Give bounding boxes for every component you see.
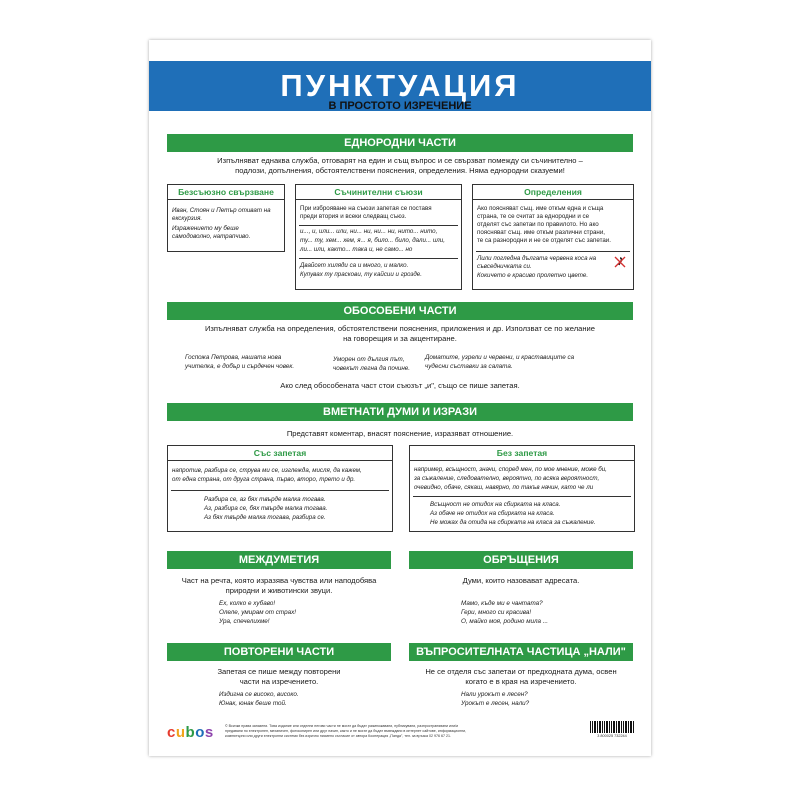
conjunctions-rule-1: При изброяване на съюзи запетая се поставя	[300, 205, 432, 212]
section-heading-inserted: ВМЕТНАТИ ДУМИ И ИЗРАЗИ	[167, 403, 633, 421]
divider	[171, 490, 389, 491]
separated-intro-2: на говорещия и за акцентиране.	[343, 334, 457, 343]
addresses-example-3: О, майко моя, родино мила ...	[461, 618, 549, 625]
cubos-logo	[167, 724, 214, 741]
box-with-comma-title: Със запетая	[168, 446, 392, 461]
attributes-rule-4: поясняват същ. име откъм различни страни,	[477, 229, 605, 236]
separated-example-3b: чудесни съставки за салата.	[425, 363, 513, 370]
without-comma-example-3: Не можах да отида на сбирката на класа за съжаление.	[430, 519, 596, 526]
without-comma-list-1: например, всъщност, значи, според мен, по мое мнение, може би,	[414, 466, 607, 473]
poster	[149, 40, 651, 756]
interjections-example-3: Ура, спечелихме!	[219, 618, 270, 625]
copyright-line-3: компютърни или други електронни системи без изрично писмено съгласие от автора Кооперация „Панда", тел. за връзка 02 976 67 21.	[225, 734, 451, 738]
attributes-rule-1: Ако поясняват същ. име откъм една и съща	[477, 205, 604, 212]
cubos-logo-letter: b	[185, 724, 196, 741]
with-comma-list-2: от една страна, от друга страна, първо, второ, трето и др.	[172, 476, 356, 483]
repeated-example-2: Юнак, юнак беше той.	[219, 700, 287, 707]
separated-example-3a: Доматите, узрели и червени, и краставиците са	[425, 354, 575, 361]
attributes-rule-5: те са разнородни и не се отделят със запетаи.	[477, 237, 611, 244]
addresses-example-2: Гери, много си красива!	[461, 609, 532, 616]
copyright-line-1: © Всички права запазени. Това издание или отделни негови части не могат да бъдат размножавани, публикувани, разпространявани или/и	[225, 724, 459, 728]
asyndetic-example-2: екскурзия.	[172, 215, 203, 222]
cubos-logo-letter: c	[167, 724, 176, 741]
particle-example-2: Урокът е лесен, нали?	[461, 700, 530, 707]
box-without-comma-title: Без запетая	[410, 446, 634, 461]
attributes-rule-2: страна, те се считат за еднородни и се	[477, 213, 590, 220]
copyright-line-2: предавани по електронен, механичен, фотокопирен или друг начин, както и не могат да бъдат въвеждани в интернет сайтове, информационни,	[225, 729, 467, 733]
particle-example-1: Нали урокът е лесен?	[461, 691, 528, 698]
separated-example-2a: Уморен от дългия път,	[333, 356, 405, 363]
with-comma-example-3: Аз бях твърде малка тогава, разбира се.	[204, 514, 326, 521]
box-with-comma	[167, 445, 393, 532]
repeated-intro-1: Запетая се пише между повторени	[217, 667, 341, 676]
attributes-rule-3: отделят със запетаи по правилото. Но ако	[477, 221, 599, 228]
repeated-intro-2: части на изречението.	[239, 677, 319, 686]
divider	[299, 225, 458, 226]
conjunctions-example-1: Двайсет хиляди са и много, и малко.	[300, 262, 409, 269]
divider	[476, 251, 630, 252]
conjunctions-list-3: ли... или, както... така и, не само... но	[300, 246, 413, 253]
box-attributes-title: Определения	[473, 185, 633, 200]
homogeneous-intro-1: Изпълняват еднаква служба, отговарят на един и същ въпрос и се свързват помежду си съчинително –	[217, 156, 583, 165]
page-subtitle: В ПРОСТОТО ИЗРЕЧЕНИЕ	[328, 100, 472, 112]
page-title: ПУНКТУАЦИЯ	[280, 68, 520, 103]
crossed-comma-icon	[613, 255, 627, 269]
attributes-example-3: Кокичето е красиво пролетно цвете.	[477, 272, 589, 279]
without-comma-list-2: за съжаление, следователно, вероятно, по всяка вероятност,	[414, 475, 600, 482]
section-heading-repeated: ПОВТОРЕНИ ЧАСТИ	[167, 643, 391, 661]
conjunctions-example-2: Купувах ту праскови, ту кайсии и грозде.	[300, 271, 422, 278]
attributes-example-1: Лили погледна дългата червена коса на	[477, 255, 597, 262]
repeated-example-1: Издигна се високо, високо.	[219, 691, 299, 698]
cubos-logo-letter: o	[195, 724, 205, 741]
barcode-number: 3 800025 732244	[597, 734, 627, 738]
interjections-example-1: Ех, колко е хубаво!	[219, 600, 276, 607]
section-heading-interjections: МЕЖДУМЕТИЯ	[167, 551, 391, 569]
box-conjunctions	[295, 184, 462, 290]
box-asyndetic-title: Безсъюзно свързване	[168, 185, 284, 200]
addresses-intro: Думи, които назовават адресата.	[462, 576, 580, 585]
inserted-intro: Представят коментар, внасят пояснение, изразяват отношение.	[286, 429, 514, 438]
attributes-example-2: съвседничката си.	[477, 263, 532, 270]
with-comma-list-1: напротив, разбира се, струва ми се, изглежда, мисля, да кажем,	[172, 467, 362, 474]
box-attributes	[472, 184, 634, 290]
addresses-example-1: Мамо, къде ми е чантата?	[461, 600, 543, 607]
box-conjunctions-title: Съчинителни съюзи	[296, 185, 461, 200]
particle-intro-1: Не се отделя със запетаи от предходната дума, освен	[425, 667, 617, 676]
asyndetic-example-4: самодоволно, натрапчиво.	[172, 233, 251, 240]
section-heading-separated: ОБОСОБЕНИ ЧАСТИ	[167, 302, 633, 320]
interjections-example-2: Олеле, умирам от страх!	[219, 609, 296, 616]
section-heading-particle: ВЪПРОСИТЕЛНАТА ЧАСТИЦА „НАЛИ"	[409, 643, 633, 661]
conjunctions-list-2: ту... ту, хем... хем, я... я, било... било, дали... или,	[300, 237, 445, 244]
interjections-intro-2: природни и животински звуци.	[225, 586, 333, 595]
conjunctions-list-1: и..., и, или... или, ни... ни, ни... ни, нито... нито,	[300, 228, 438, 235]
separated-example-2b: човекът легна да почине.	[333, 365, 411, 372]
conjunctions-rule-2: преди втория и всеки следващ съюз.	[300, 213, 407, 220]
interjections-intro-1: Част на речта, която изразява чувства или наподобява	[181, 576, 377, 585]
separated-note: Ако след обособената част стои съюзът „и", също се пише запетая.	[280, 381, 520, 390]
with-comma-example-1: Разбира се, аз бях твърде малка тогава.	[204, 496, 326, 503]
separated-example-1b: учителка, е добър и сърдечен човек.	[185, 363, 295, 370]
box-without-comma	[409, 445, 635, 532]
cubos-logo-letter: u	[175, 724, 186, 741]
without-comma-example-2: Аз обаче не отидох на сбирката на класа.	[430, 510, 555, 517]
homogeneous-intro-2: подлози, допълнения, обстоятелствени пояснения, определения. Няма еднородни сказуеми!	[235, 166, 565, 175]
asyndetic-example-1: Иван, Стоян и Петър отиват на	[172, 207, 271, 214]
particle-intro-2: когато е в края на изречението.	[465, 677, 577, 686]
divider	[299, 258, 458, 259]
section-heading-homogeneous: ЕДНОРОДНИ ЧАСТИ	[167, 134, 633, 152]
cubos-logo-letter: s	[204, 724, 214, 741]
divider	[413, 496, 631, 497]
asyndetic-example-3: Изражението му беше	[172, 225, 239, 232]
without-comma-list-3: очевидно, обаче, сякаш, навярно, по такъв начин, като че ли	[414, 484, 594, 491]
separated-example-1a: Госпожа Петрова, нашата нова	[185, 354, 282, 361]
without-comma-example-1: Всъщност не отидох на сбирката на класа.	[430, 501, 561, 508]
cubos-logo-text	[167, 724, 214, 741]
separated-intro-1: Изпълняват служба на определения, обстоятелствени пояснения, приложения и др. Използват се по желание	[204, 324, 596, 333]
section-heading-addresses: ОБРЪЩЕНИЯ	[409, 551, 633, 569]
box-asyndetic	[167, 184, 285, 252]
with-comma-example-2: Аз, разбира се, бях твърде малка тогава.	[204, 505, 328, 512]
